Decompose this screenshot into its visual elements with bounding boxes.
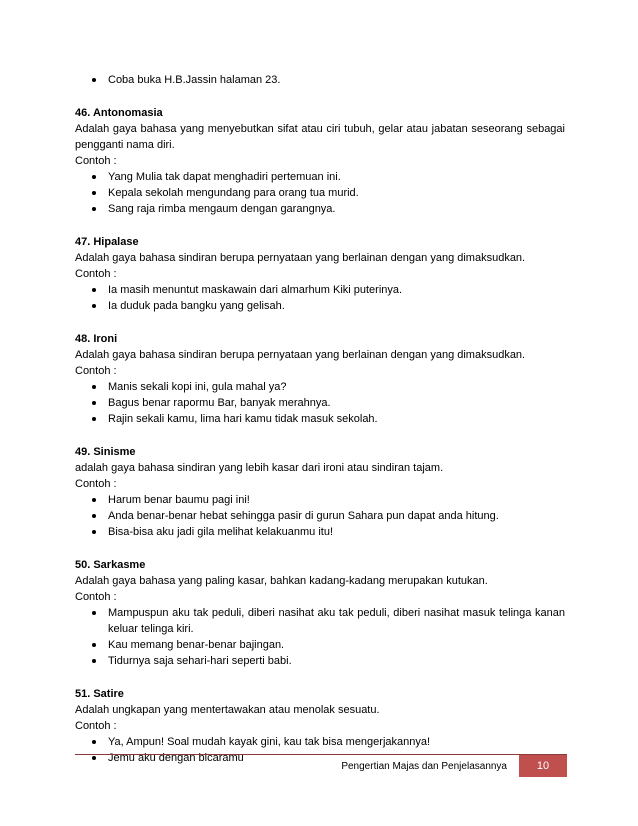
section-definition: Adalah gaya bahasa sindiran berupa pernyataan yang berlainan dengan yang dimaksudkan. [75, 349, 526, 361]
page-number: 10 [519, 755, 567, 777]
example-item: Kepala sekolah mengundang para orang tua murid. [75, 185, 565, 201]
page-footer [75, 754, 567, 777]
bullet-item: Coba buka H.B.Jassin halaman 23. [75, 72, 565, 88]
example-item: Ia duduk pada bangku yang gelisah. [75, 298, 565, 314]
example-item: Anda benar-benar hebat sehingga pasir di gurun Sahara pun dapat anda hitung. [75, 508, 565, 524]
example-item: Tidurnya saja sehari-hari seperti babi. [75, 653, 565, 669]
example-item: Bisa-bisa aku jadi gila melihat kelakuanmu itu! [75, 524, 565, 540]
section-definition: Adalah gaya bahasa yang menyebutkan sifat atau ciri tubuh, gelar atau jabatan seseorang sebagai pengganti nama diri. [75, 123, 565, 151]
example-item: Manis sekali kopi ini, gula mahal ya? [75, 379, 565, 395]
section-definition: adalah gaya bahasa sindiran yang lebih kasar dari ironi atau sindiran tajam. [75, 462, 444, 474]
example-item: Rajin sekali kamu, lima hari kamu tidak masuk sekolah. [75, 411, 565, 427]
section-title: 51. Satire [75, 688, 124, 700]
section-definition: Adalah ungkapan yang mentertawakan atau menolak sesuatu. [75, 704, 380, 716]
example-item: Yang Mulia tak dapat menghadiri pertemuan ini. [75, 169, 565, 185]
section-definition: Adalah gaya bahasa sindiran berupa pernyataan yang berlainan dengan yang dimaksudkan. [75, 252, 526, 264]
example-item: Ya, Ampun! Soal mudah kayak gini, kau tak bisa mengerjakannya! [75, 734, 565, 750]
example-item: Kau memang benar-benar bajingan. [75, 637, 565, 653]
example-item: Bagus benar rapormu Bar, banyak merahnya. [75, 395, 565, 411]
example-item: Ia masih menuntut maskawain dari almarhum Kiki puterinya. [75, 282, 565, 298]
example-label: Contoh : [75, 365, 117, 377]
example-label: Contoh : [75, 478, 117, 490]
example-label: Contoh : [75, 268, 117, 280]
example-item: Sang raja rimba mengaum dengan garangnya. [75, 201, 565, 217]
section-title: 46. Antonomasia [75, 107, 163, 119]
document-body [75, 72, 565, 766]
example-item: Jemu aku dengan bicaramu [75, 750, 565, 766]
example-label: Contoh : [75, 155, 117, 167]
section-definition: Adalah gaya bahasa yang paling kasar, bahkan kadang-kadang merupakan kutukan. [75, 575, 488, 587]
example-item: Harum benar baumu pagi ini! [75, 492, 565, 508]
footer-title: Pengertian Majas dan Penjelasannya [341, 761, 507, 772]
example-label: Contoh : [75, 720, 117, 732]
example-label: Contoh : [75, 591, 117, 603]
section-title: 49. Sinisme [75, 446, 136, 458]
section-title: 48. Ironi [75, 333, 118, 345]
section-title: 47. Hipalase [75, 236, 139, 248]
example-item: Mampuspun aku tak peduli, diberi nasihat aku tak peduli, diberi nasihat masuk telinga kanan keluar telinga kiri. [75, 605, 565, 637]
section-title: 50. Sarkasme [75, 559, 146, 571]
